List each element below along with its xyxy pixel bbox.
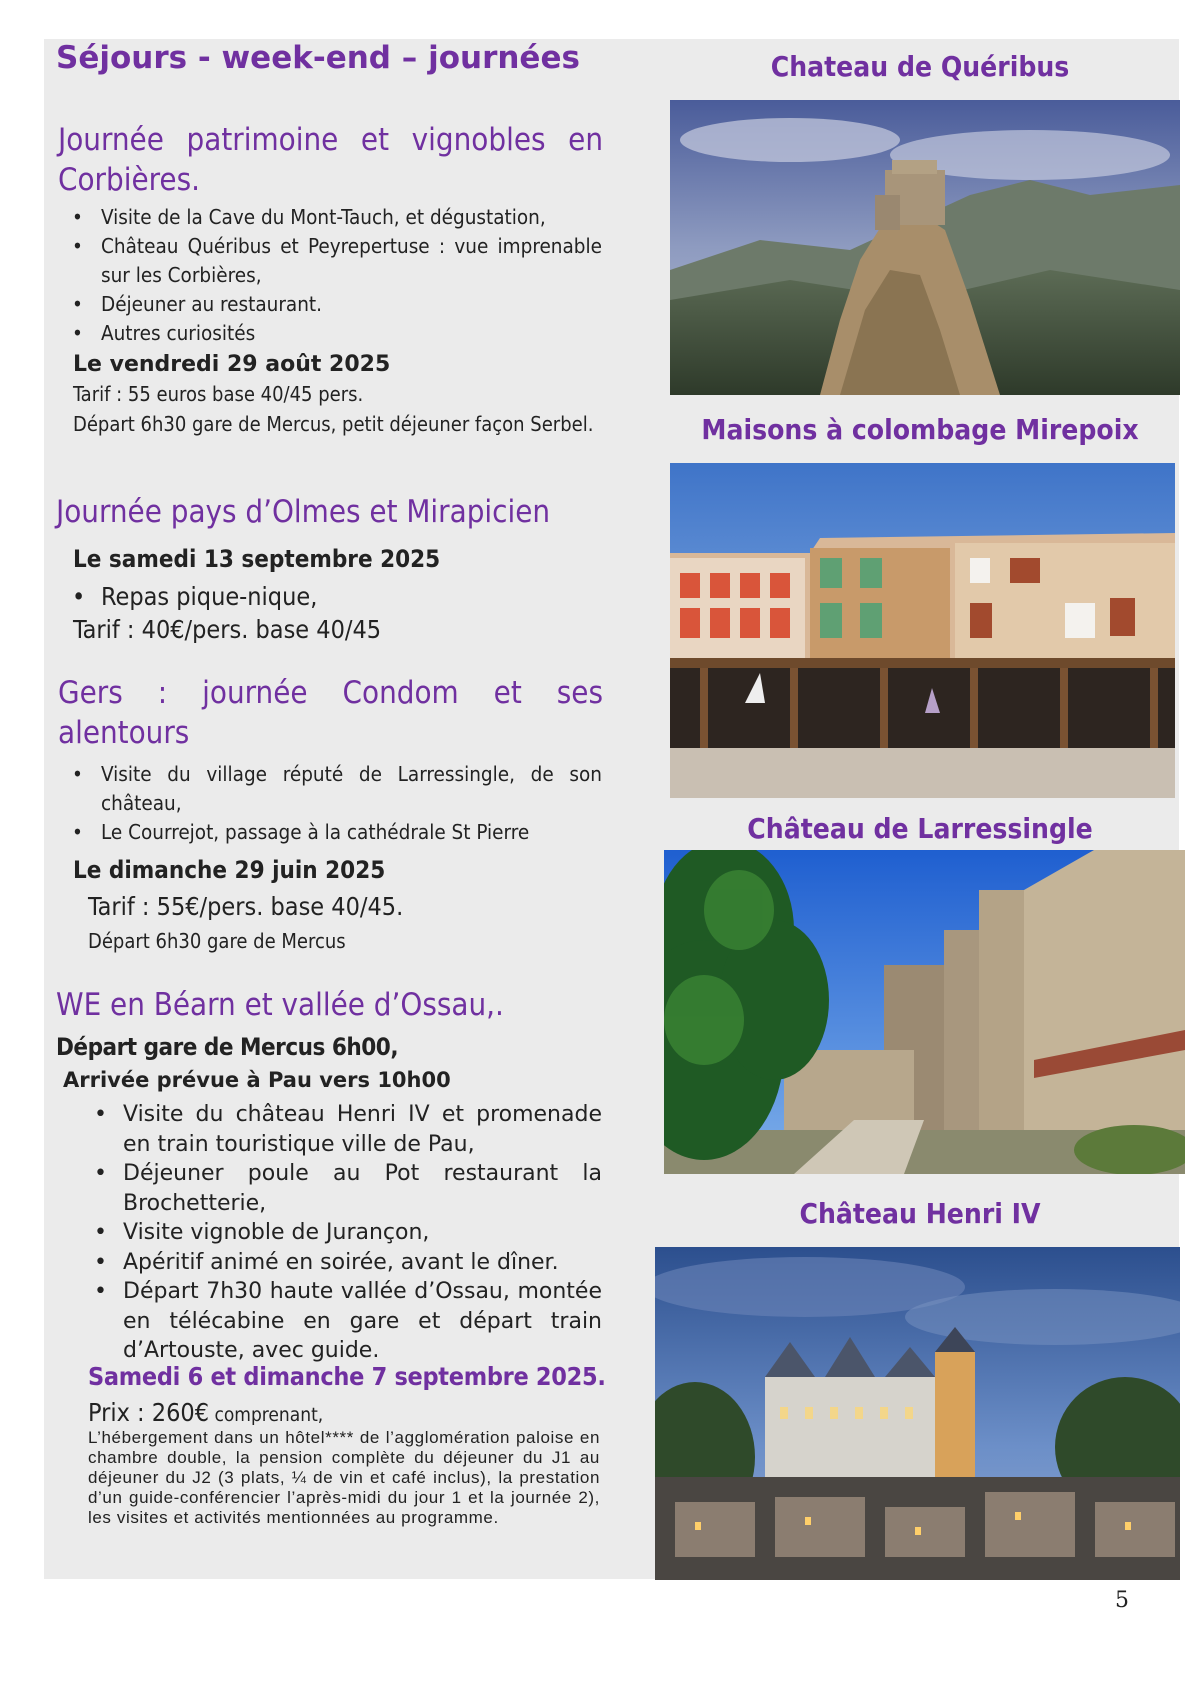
trip4-prix: [88, 1398, 323, 1427]
trip3-tarif: Tarif : 55€/pers. base 40/45.: [88, 892, 404, 921]
trip3-date: Le dimanche 29 juin 2025: [73, 856, 386, 884]
trip4-bullets: [94, 1100, 602, 1366]
list-item: • Déjeuner poule au Pot restaurant la Brochetterie,: [94, 1159, 602, 1218]
photo-caption-henri-iv: Château Henri IV: [799, 1197, 1041, 1230]
list-item: • Visite du village réputé de Larressingle, de son château,: [72, 760, 602, 818]
list-item: • Repas pique-nique,: [72, 580, 592, 614]
half-timbered-houses-photo: [670, 463, 1175, 798]
list-item: • Le Courrejot, passage à la cathédrale St Pierre: [72, 818, 602, 847]
castle-on-rock-photo: [670, 100, 1180, 395]
trip4-date: Samedi 6 et dimanche 7 septembre 2025.: [88, 1362, 606, 1391]
trip2-date: Le samedi 13 septembre 2025: [73, 545, 441, 573]
trip2-tarif: Tarif : 40€/pers. base 40/45: [73, 615, 382, 644]
prix-suffix: comprenant,: [209, 1404, 324, 1426]
list-item: • Apéritif animé en soirée, avant le dîner.: [94, 1248, 602, 1278]
trip4-title: WE en Béarn et vallée d’Ossau,.: [56, 987, 504, 1023]
photo-caption-larressingle: Château de Larressingle: [747, 812, 1093, 845]
trip2-bullets: [72, 580, 592, 614]
trip2-title: Journée pays d’Olmes et Mirapicien: [56, 494, 551, 530]
page-number: 5: [1115, 1588, 1129, 1613]
trip1-depart: Départ 6h30 gare de Mercus, petit déjeuner façon Serbel.: [73, 412, 594, 436]
trip1-date: Le vendredi 29 août 2025: [73, 352, 391, 377]
trip4-details: L’hébergement dans un hôtel**** de l’agglomération paloise en chambre double, la pension complète du déjeuner du J1 au déjeuner du J2 (3 plats, ¼ de vin et café inclus), la prestation d’un guide-conférencier l’après-midi du jour 1 et la journée 2), les visites et activités mentionnées au programme.: [88, 1428, 600, 1527]
list-item: • Autres curiosités: [72, 319, 602, 348]
prix-amount: Prix : 260€: [88, 1398, 210, 1427]
list-item: • Visite de la Cave du Mont-Tauch, et dégustation,: [72, 203, 602, 232]
list-item: • Château Quéribus et Peyrepertuse : vue imprenable sur les Corbières,: [72, 232, 602, 290]
trip1-title: Journée patrimoine et vignobles en Corbières.: [58, 122, 603, 198]
list-item: • Visite vignoble de Jurançon,: [94, 1218, 602, 1248]
trip3-depart: Départ 6h30 gare de Mercus: [88, 929, 346, 953]
page-title: Séjours - week-end – journées: [56, 40, 580, 76]
trip4-arrivee: Arrivée prévue à Pau vers 10h00: [63, 1068, 451, 1092]
list-item: • Déjeuner au restaurant.: [72, 290, 602, 319]
chateau-pau-dusk-photo: [655, 1247, 1180, 1580]
stone-castle-walls-photo: [664, 850, 1185, 1174]
list-item: • Départ 7h30 haute vallée d’Ossau, montée en télécabine en gare et départ train d’Artouste, avec guide.: [94, 1277, 602, 1366]
photo-caption-queribus: Chateau de Quéribus: [770, 50, 1070, 83]
trip4-depart: Départ gare de Mercus 6h00,: [56, 1033, 399, 1061]
trip1-tarif: Tarif : 55 euros base 40/45 pers.: [73, 382, 364, 406]
list-item: • Visite du château Henri IV et promenade en train touristique ville de Pau,: [94, 1100, 602, 1159]
photo-caption-mirepoix: Maisons à colombage Mirepoix: [701, 413, 1139, 446]
trip3-title: Gers : journée Condom et ses alentours: [58, 675, 603, 751]
trip1-bullets: [72, 203, 602, 348]
trip3-bullets: [72, 760, 602, 847]
